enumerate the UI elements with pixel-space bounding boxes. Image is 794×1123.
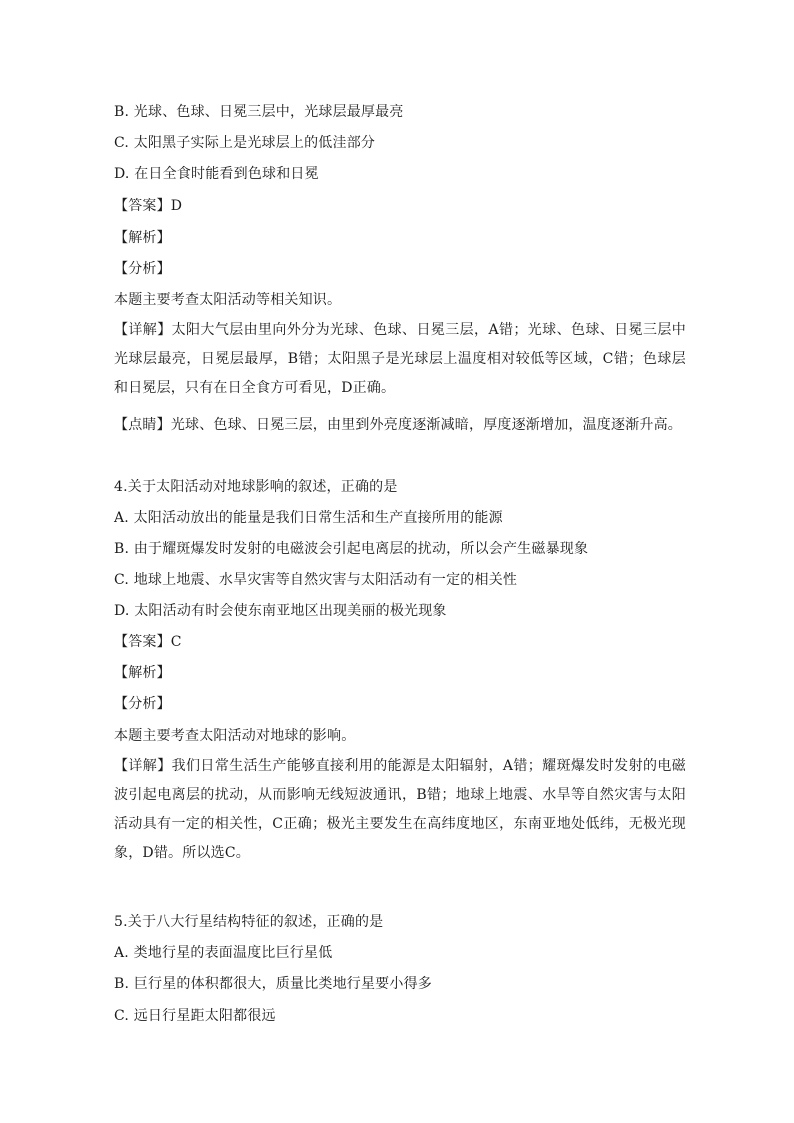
q4-option-a: A. 太阳活动放出的能量是我们日常生活和生产直接所用的能源 [114, 510, 503, 526]
q4-fenxi-header: 【分析】 [114, 696, 171, 712]
q4-topic: 本题主要考查太阳活动对地球的影响。 [114, 728, 356, 744]
q4-question: 4.关于太阳活动对地球影响的叙述，正确的是 [114, 479, 398, 495]
q3-option-b: B. 光球、色球、日冕三层中，光球层最厚最亮 [114, 104, 404, 120]
q3-option-d: D. 在日全食时能看到色球和日冕 [114, 166, 319, 182]
q3-detail [114, 316, 686, 403]
q5-question: 5.关于八大行星结构特征的叙述，正确的是 [114, 914, 384, 930]
q5-option-b: B. 巨行星的体积都很大，质量比类地行星要小得多 [114, 976, 432, 992]
q4-analysis-header: 【解析】 [114, 665, 171, 681]
q3-dianjing-text: 光球、色球、日冕三层，由里到外亮度逐渐减暗，厚度逐渐增加，温度逐渐升高。 [170, 417, 683, 433]
q4-detail-tag: 【详解】 [114, 758, 172, 774]
q3-analysis-header: 【解析】 [114, 230, 171, 246]
q3-dianjing-tag: 【点睛】 [114, 417, 171, 433]
q4-option-b: B. 由于耀斑爆发时发射的电磁波会引起电离层的扰动，所以会产生磁暴现象 [114, 541, 589, 557]
q3-answer: 【答案】D [114, 198, 183, 214]
q3-detail-tag: 【详解】 [114, 322, 172, 338]
q5-option-a: A. 类地行星的表面温度比巨行星低 [114, 945, 333, 961]
q3-detail-text: 太阳大气层由里向外分为光球、色球、日冕三层，A错；光球、色球、日冕三层中光球层最亮，日冕层最厚，B错；太阳黑子是光球层上温度相对较低等区域，C错；色球层和日冕层，只有在日全食方可看见，D正确。 [114, 322, 686, 396]
q3-fenxi-header: 【分析】 [114, 261, 171, 277]
q5-option-c: C. 远日行星距太阳都很远 [114, 1008, 276, 1024]
q4-option-d: D. 太阳活动有时会使东南亚地区出现美丽的极光现象 [114, 603, 447, 619]
q4-detail [114, 752, 686, 868]
q3-topic: 本题主要考查太阳活动等相关知识。 [114, 292, 342, 308]
q4-detail-text: 我们日常生活生产能够直接利用的能源是太阳辐射，A错；耀斑爆发时发射的电磁波引起电离层的扰动，从而影响无线短波通讯，B错；地球上地震、水旱等自然灾害与太阳活动具有一定的相关性，C正确；极光主要发生在高纬度地区，东南亚地处低纬，无极光现象，D错。所以选C。 [114, 758, 686, 861]
q3-dianjing [114, 415, 682, 435]
q3-option-c: C. 太阳黑子实际上是光球层上的低洼部分 [114, 135, 376, 151]
q4-answer: 【答案】C [114, 634, 182, 650]
q4-option-c: C. 地球上地震、水旱灾害等自然灾害与太阳活动有一定的相关性 [114, 572, 518, 588]
